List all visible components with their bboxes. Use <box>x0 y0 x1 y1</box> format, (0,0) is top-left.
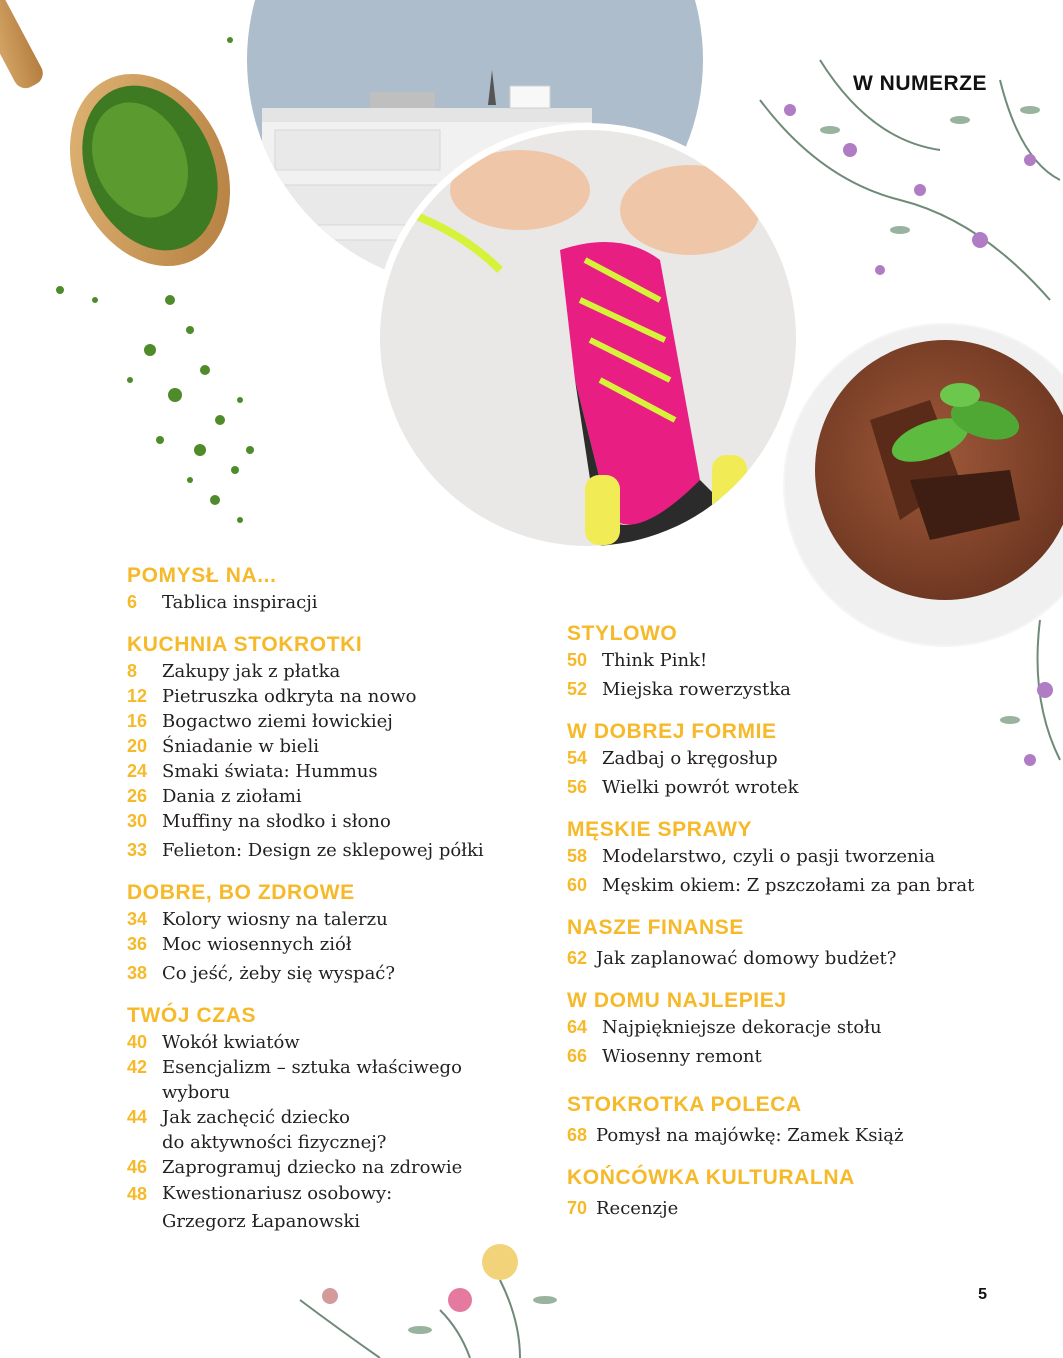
toc-entry[interactable] <box>127 1105 547 1155</box>
section-title: W DOMU NAJLEPIEJ <box>567 989 787 1012</box>
toc-entry[interactable] <box>127 907 547 932</box>
article-title: Wielki powrót wrotek <box>602 777 799 798</box>
page-ref: 16 <box>127 711 148 731</box>
page-header-title: W NUMERZE <box>853 72 987 95</box>
page-ref: 48 <box>127 1184 148 1204</box>
spoon-parsley-image <box>0 0 260 523</box>
toc-section-stokrotka-poleca <box>567 1091 1037 1148</box>
page-ref: 33 <box>127 840 148 860</box>
page-ref: 30 <box>127 811 148 831</box>
toc-entry[interactable] <box>567 1196 1037 1221</box>
toc-entry[interactable] <box>567 648 1037 673</box>
toc-entry[interactable] <box>127 838 547 863</box>
toc-entry[interactable] <box>127 961 547 986</box>
toc-section-pomysl-na <box>127 562 547 615</box>
article-title: Jak zachęcić dziecko do aktywności fizycznej? <box>162 1107 387 1153</box>
toc-section-w-dobrej-formie <box>567 718 1037 800</box>
toc-entry[interactable] <box>127 709 547 734</box>
article-title: Miejska rowerzystka <box>602 679 791 700</box>
article-title: Kolory wiosny na talerzu <box>162 909 388 930</box>
article-title: Pomysł na majówkę: Zamek Książ <box>596 1125 904 1146</box>
page-ref: 42 <box>127 1057 148 1077</box>
section-title: NASZE FINANSE <box>567 916 744 939</box>
toc-entry[interactable] <box>127 784 547 809</box>
section-title: DOBRE, BO ZDROWE <box>127 881 355 904</box>
toc-entry[interactable] <box>567 1044 1037 1069</box>
page-ref: 64 <box>567 1017 588 1037</box>
article-title: Zaprogramuj dziecko na zdrowie <box>162 1157 463 1178</box>
toc-entry[interactable] <box>567 775 1037 800</box>
page-ref: 26 <box>127 786 148 806</box>
page-ref: 34 <box>127 909 148 929</box>
article-title: Wiosenny remont <box>602 1046 762 1067</box>
toc-entry[interactable] <box>567 873 1037 898</box>
page-ref: 60 <box>567 875 588 895</box>
article-title: Muffiny na słodko i słono <box>162 811 391 832</box>
article-title: Kwestionariusz osobowy: Grzegorz Łapanowski <box>162 1183 393 1232</box>
page-ref: 50 <box>567 650 588 670</box>
toc-entry[interactable] <box>127 1055 547 1105</box>
toc-entry[interactable] <box>127 659 547 684</box>
toc-section-kuchnia-stokrotki <box>127 631 547 863</box>
toc-entry[interactable] <box>567 844 1037 869</box>
section-title: STYLOWO <box>567 622 678 645</box>
toc-entry[interactable] <box>127 809 547 834</box>
page-ref: 24 <box>127 761 148 781</box>
article-title: Modelarstwo, czyli o pasji tworzenia <box>602 846 936 867</box>
toc-section-nasze-finanse <box>567 914 1037 971</box>
toc-entry[interactable] <box>127 734 547 759</box>
page-ref: 38 <box>127 963 148 983</box>
article-title: Tablica inspiracji <box>162 592 318 613</box>
article-title: Jak zaplanować domowy budżet? <box>596 948 897 969</box>
toc-entry[interactable] <box>127 1155 547 1180</box>
page-ref: 56 <box>567 777 588 797</box>
toc-left-column <box>127 562 547 1252</box>
toc-entry[interactable] <box>567 1123 1037 1148</box>
article-title: Moc wiosennych ziół <box>162 934 352 955</box>
toc-section-koncowka-kulturalna <box>567 1164 1037 1221</box>
article-title: Najpiękniejsze dekoracje stołu <box>602 1017 882 1038</box>
section-title: STOKROTKA POLECA <box>567 1093 802 1116</box>
page-ref: 68 <box>567 1125 588 1145</box>
section-title: TWÓJ CZAS <box>127 1004 257 1027</box>
article-title: Think Pink! <box>602 650 708 671</box>
toc-section-w-domu-najlepiej <box>567 987 1037 1069</box>
section-title: POMYSŁ NA... <box>127 564 277 587</box>
page-ref: 6 <box>127 592 138 612</box>
article-title: Pietruszka odkryta na nowo <box>162 686 417 707</box>
toc-entry[interactable] <box>127 759 547 784</box>
muffin-image <box>780 320 1063 650</box>
toc-entry[interactable] <box>127 1180 547 1236</box>
toc-entry[interactable] <box>567 1015 1037 1040</box>
page-ref: 66 <box>567 1046 588 1066</box>
article-title: Śniadanie w bieli <box>162 736 319 757</box>
toc-right-column <box>567 620 1037 1237</box>
page-ref: 62 <box>567 948 588 968</box>
article-title: Esencjalizm – sztuka właściwego wyboru <box>162 1057 462 1103</box>
toc-entry[interactable] <box>127 1030 547 1055</box>
toc-section-dobre-bo-zdrowe <box>127 879 547 986</box>
article-title: Co jeść, żeby się wyspać? <box>162 963 396 984</box>
page-number: 5 <box>978 1286 987 1303</box>
article-title: Recenzje <box>596 1198 679 1219</box>
toc-entry[interactable] <box>567 746 1037 771</box>
section-title: W DOBREJ FORMIE <box>567 720 777 743</box>
toc-entry[interactable] <box>127 590 547 615</box>
section-title: KOŃCÓWKA KULTURALNA <box>567 1166 855 1189</box>
toc-entry[interactable] <box>127 684 547 709</box>
article-title: Zakupy jak z płatka <box>162 661 341 682</box>
page-ref: 20 <box>127 736 148 756</box>
page-ref: 36 <box>127 934 148 954</box>
roller-skate-image <box>370 120 810 560</box>
section-title: KUCHNIA STOKROTKI <box>127 633 363 656</box>
floral-decoration-bottom <box>300 1244 557 1358</box>
page-ref: 54 <box>567 748 588 768</box>
toc-entry[interactable] <box>567 946 1037 971</box>
article-title: Wokół kwiatów <box>162 1032 300 1053</box>
page-ref: 44 <box>127 1107 148 1127</box>
page-ref: 70 <box>567 1198 588 1218</box>
toc-entry[interactable] <box>127 932 547 957</box>
article-title: Dania z ziołami <box>162 786 302 807</box>
article-title: Bogactwo ziemi łowickiej <box>162 711 393 732</box>
page-ref: 46 <box>127 1157 148 1177</box>
toc-entry[interactable] <box>567 677 1037 702</box>
toc-section-stylowo <box>567 620 1037 702</box>
page-ref: 12 <box>127 686 148 706</box>
page-ref: 52 <box>567 679 588 699</box>
page-ref: 40 <box>127 1032 148 1052</box>
article-title: Męskim okiem: Z pszczołami za pan brat <box>602 875 975 896</box>
page-ref: 58 <box>567 846 588 866</box>
article-title: Smaki świata: Hummus <box>162 761 378 782</box>
section-title: MĘSKIE SPRAWY <box>567 818 753 841</box>
article-title: Zadbaj o kręgosłup <box>602 748 778 769</box>
page-ref: 8 <box>127 661 138 681</box>
toc-section-meskie-sprawy <box>567 816 1037 898</box>
toc-section-twoj-czas <box>127 1002 547 1236</box>
article-title: Felieton: Design ze sklepowej półki <box>162 840 484 861</box>
